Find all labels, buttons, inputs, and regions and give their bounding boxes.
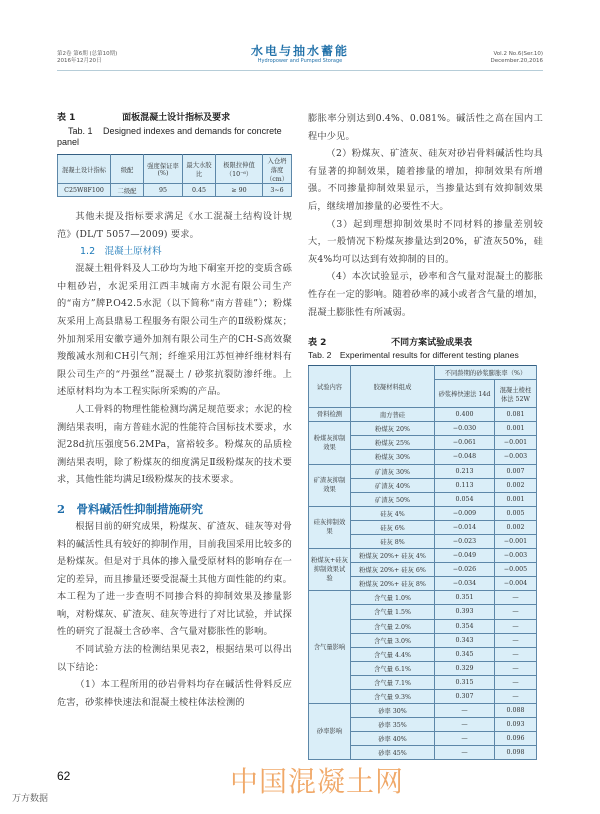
table2 xyxy=(308,365,537,760)
journal-logo xyxy=(200,44,400,65)
table2-cell: −0.004 xyxy=(495,577,537,591)
table2-cell: −0.003 xyxy=(495,450,537,464)
table1-header: 级配 xyxy=(111,155,144,184)
table2-cell: 含气量 9.3% xyxy=(351,690,435,704)
table2-group-name: 砂率影响 xyxy=(309,704,351,760)
table2-cell: −0.030 xyxy=(435,422,495,436)
header-issue-info-en xyxy=(490,51,543,65)
table2-cell: — xyxy=(495,633,537,647)
table2-cell: 含气量 1.5% xyxy=(351,605,435,619)
paragraph: （4）本次试验显示，砂率和含气量对混凝土的膨胀性存在一定的影响。随着砂率的减小或者含气量的增加，混凝土膨胀性有所减弱。 xyxy=(308,271,543,318)
table2-cell: 0.081 xyxy=(495,408,537,422)
table2-cell: 0.351 xyxy=(435,591,495,605)
table2-cell: 0.343 xyxy=(435,633,495,647)
table2-title-cn: 不同方案试验成果表 xyxy=(391,338,473,349)
table2-cell: 矿渣灰 40% xyxy=(351,478,435,492)
table2-header-test: 试验内容 xyxy=(309,366,351,408)
table1 xyxy=(57,154,292,197)
table2-cell: — xyxy=(435,732,495,746)
table2-cell: — xyxy=(495,661,537,675)
table1-cell: 二级配 xyxy=(111,184,144,197)
table1-header: 最大水胶比 xyxy=(183,155,216,184)
table2-cell: 砂率 35% xyxy=(351,718,435,732)
table2-cell: 0.393 xyxy=(435,605,495,619)
table2-cell: 硅灰 8% xyxy=(351,534,435,548)
table2-cell: −0.026 xyxy=(435,563,495,577)
table2-cell: 0.113 xyxy=(435,478,495,492)
table2-cell: 0.001 xyxy=(495,422,537,436)
table1-header: 强度保证率(%) xyxy=(144,155,183,184)
table2-cell: 矿渣灰 30% xyxy=(351,464,435,478)
table2-cell: — xyxy=(495,605,537,619)
table1-cell: 3~6 xyxy=(263,184,292,197)
paragraph: 不同试验方法的检测结果见表2，根据结果可以得出以下结论： xyxy=(57,644,292,673)
table2-group-name: 硅灰抑制效果 xyxy=(309,506,351,548)
table2-cell: 0.054 xyxy=(435,492,495,506)
table2-cell: 0.002 xyxy=(495,520,537,534)
header-volume-en: Vol.2 No.6(Ser.10) xyxy=(493,51,543,57)
table1-cell: 95 xyxy=(144,184,183,197)
table2-cell: −0.049 xyxy=(435,549,495,563)
table2-cell: 粉煤灰 20%+ 硅灰 6% xyxy=(351,563,435,577)
paragraph: 混凝土粗骨料及人工砂均为地下硐室开挖的变质含砾中粗砂岩，水泥采用江西丰城南方水泥有限公司生产的“南方”牌P.O42.5水泥（以下简称“南方普硅”）；粉煤灰采用上高县鼎易工程服务有限公司生产的Ⅱ级粉煤灰；外加剂采用安徽亨通外加剂有限公司生产的CH-S高效聚羧酸减水剂和CH引气剂；纤维采用江苏恒神纤维材料有限公司生产的“丹强丝”混凝土 / 砂浆抗裂防渗纤维。上述原材料均为本工程实际所采购的产品。 xyxy=(57,263,292,398)
table2-group-name: 粉煤灰抑制效果 xyxy=(309,422,351,464)
table1-cell: 0.45 xyxy=(183,184,216,197)
journal-title-en: Hydropower and Pumped Storage xyxy=(257,58,343,64)
table1-title-en: Designed indexes and demands for concrete panel xyxy=(57,126,282,147)
table2-cell: −0.001 xyxy=(495,534,537,548)
table2-cell: −0.048 xyxy=(435,450,495,464)
page-number: 62 xyxy=(57,769,71,783)
table2-cell: 矿渣灰 50% xyxy=(351,492,435,506)
table1-label-en: Tab. 1 xyxy=(68,126,93,136)
header-date-en: December.20,2016 xyxy=(490,58,543,64)
table1-label-cn: 表 1 xyxy=(57,113,76,123)
header-divider xyxy=(57,70,543,71)
paragraph: （3）起到理想抑制效果时不同材料的掺量差别较大，一般情况下粉煤灰掺量达到20%，矿渣灰50%，硅灰4%均可以达到有效抑制的目的。 xyxy=(308,218,543,265)
table2-cell: 0.098 xyxy=(495,746,537,760)
table2-cell: 0.001 xyxy=(495,492,537,506)
table2-cell: — xyxy=(435,704,495,718)
header-issue-info xyxy=(57,51,117,65)
table2-header-mortar: 砂浆棒快速法 14d xyxy=(435,380,495,408)
table2-group-name: 粉煤灰+硅灰抑制效果试验 xyxy=(309,549,351,591)
table1-cell: C25W8F100 xyxy=(58,184,111,197)
table2-cell: 含气量 4.4% xyxy=(351,647,435,661)
table2-cell: — xyxy=(495,591,537,605)
left-column xyxy=(57,110,292,711)
table1-cell: ≥ 90 xyxy=(216,184,263,197)
table1-header: 极限拉伸值（10⁻⁶） xyxy=(216,155,263,184)
table2-row xyxy=(309,464,537,478)
table2-cell: 粉煤灰 25% xyxy=(351,436,435,450)
table2-cell: 砂率 40% xyxy=(351,732,435,746)
table1-header: 混凝土设计指标 xyxy=(58,155,111,184)
table2-group-name: 矿渣灰抑制效果 xyxy=(309,464,351,506)
table2-cell: 含气量 1.0% xyxy=(351,591,435,605)
paragraph: （2）粉煤灰、矿渣灰、硅灰对砂岩骨料碱活性均具有显著的抑制效果，随着掺量的增加，抑制效果有所增强。不同掺量抑制效果显示，当掺量达到有效抑制效果后，继续增加掺量的必要性不大。 xyxy=(308,148,543,212)
table2-cell: −0.023 xyxy=(435,534,495,548)
header-volume: 第2卷 第6期 (总第10期) xyxy=(57,51,118,57)
watermark: 中国混凝土网 xyxy=(230,765,405,798)
table2-cell: — xyxy=(495,619,537,633)
table2-cell: −0.003 xyxy=(495,549,537,563)
paragraph: 人工骨料的物理性能检测均满足规范要求；水泥的检测结果表明，南方普硅水泥的性能符合国标技术要求，水泥28d抗压强度56.2MPa，富裕较多。粉煤灰的品质检测结果表明，除了粉煤灰的细度满足Ⅱ级粉煤灰的技术要求，其他性能均满足Ⅰ级粉煤灰的技术要求。 xyxy=(57,403,292,486)
table2-cell: 粉煤灰 20%+ 硅灰 4% xyxy=(351,549,435,563)
journal-title-cn: 水电与抽水蓄能 xyxy=(250,44,349,58)
table2-cell: 南方普硅 xyxy=(351,408,435,422)
table1-caption xyxy=(57,110,292,148)
table2-row xyxy=(309,591,537,605)
table2-cell: 含气量 2.0% xyxy=(351,619,435,633)
table2-header-prism: 混凝土棱柱体法 52W xyxy=(495,380,537,408)
table2-cell: −0.009 xyxy=(435,506,495,520)
table2-cell: −0.005 xyxy=(495,563,537,577)
table1-header-row xyxy=(58,155,292,184)
table2-cell: 砂率 45% xyxy=(351,746,435,760)
table2-cell: 0.088 xyxy=(495,704,537,718)
table2-row xyxy=(309,704,537,718)
table2-cell: 0.307 xyxy=(435,690,495,704)
table2-cell: — xyxy=(495,690,537,704)
table2-header-row xyxy=(309,366,537,380)
table2-cell: — xyxy=(495,675,537,689)
table2-cell: −0.001 xyxy=(495,436,537,450)
table2-caption xyxy=(308,335,543,361)
table2-cell: 0.329 xyxy=(435,661,495,675)
table2-cell: 0.213 xyxy=(435,464,495,478)
paragraph: 根据目前的研究成果，粉煤灰、矿渣灰、硅灰等对骨料的碱活性具有较好的抑制作用，目前我国采用比较多的是粉煤灰。但是对于具体的掺入量受原材料的影响存在一定的差异，而且掺量还要受混凝土其他方面性能的约束。本工程为了进一步查明不同掺合料的抑制效果及掺量影响，对粉煤灰、矿渣灰、硅灰等进行了对比试验，并试探性的研究了混凝土含砂率、含气量对膨胀性的影响。 xyxy=(57,520,292,638)
table2-row xyxy=(309,408,537,422)
table2-cell: 含气量 6.1% xyxy=(351,661,435,675)
table2-header-group: 不同龄期的砂浆膨胀率（%） xyxy=(435,366,537,380)
paragraph: 膨胀率分别达到0.4%、0.081%。碱活性之高在国内工程中少见。 xyxy=(308,113,543,142)
table2-cell: — xyxy=(435,718,495,732)
table2-cell: 0.400 xyxy=(435,408,495,422)
table2-cell: 硅灰 6% xyxy=(351,520,435,534)
table2-row xyxy=(309,549,537,563)
table2-row xyxy=(309,422,537,436)
paragraph: 其他未提及指标要求满足《水工混凝土结构设计规范》(DL/T 5057—2009) 要求。 xyxy=(57,211,292,240)
table2-cell: — xyxy=(435,746,495,760)
table1-title-cn: 面板混凝土设计指标及要求 xyxy=(122,113,231,123)
table2-cell: 0.007 xyxy=(495,464,537,478)
table2-cell: 含气量 7.1% xyxy=(351,675,435,689)
table2-cell: 0.005 xyxy=(495,506,537,520)
table2-label-en: Tab. 2 xyxy=(308,350,332,361)
table2-cell: −0.061 xyxy=(435,436,495,450)
table2-cell: 砂率 30% xyxy=(351,704,435,718)
table2-group-name: 骨料检测 xyxy=(309,408,351,422)
table2-cell: 含气量 3.0% xyxy=(351,633,435,647)
table2-cell: 0.093 xyxy=(495,718,537,732)
section-heading: 2 骨料碱活性抑制措施研究 xyxy=(57,501,204,516)
table1-row xyxy=(58,184,292,197)
table2-cell: 粉煤灰 20% xyxy=(351,422,435,436)
table2-cell: 粉煤灰 30% xyxy=(351,450,435,464)
table1-header: 入仓坍落度（cm） xyxy=(263,155,292,184)
source-label: 万方数据 xyxy=(12,794,49,804)
header-date: 2016年12月20日 xyxy=(57,58,102,64)
table2-title-en: Experimental results for different testing planes xyxy=(339,350,519,361)
paragraph: （1）本工程所用的砂岩骨料均存在碱活性骨料反应危害，砂浆棒快速法和混凝土棱柱体法检测的 xyxy=(57,679,292,708)
table2-cell: — xyxy=(495,647,537,661)
table2-cell: 0.096 xyxy=(495,732,537,746)
table2-row xyxy=(309,506,537,520)
table2-cell: 0.345 xyxy=(435,647,495,661)
table2-cell: 0.315 xyxy=(435,675,495,689)
table2-cell: −0.014 xyxy=(435,520,495,534)
subsection-heading: 1.2 混凝土原材料 xyxy=(80,246,162,258)
table2-cell: 硅灰 4% xyxy=(351,506,435,520)
table2-cell: −0.034 xyxy=(435,577,495,591)
right-column xyxy=(308,110,543,760)
table2-cell: 0.002 xyxy=(495,478,537,492)
table2-header-binder: 胶凝材料组成 xyxy=(351,366,435,408)
table2-cell: 0.354 xyxy=(435,619,495,633)
table2-label-cn: 表 2 xyxy=(308,338,327,349)
table2-group-name: 含气量影响 xyxy=(309,591,351,704)
table2-cell: 粉煤灰 20%+ 硅灰 8% xyxy=(351,577,435,591)
